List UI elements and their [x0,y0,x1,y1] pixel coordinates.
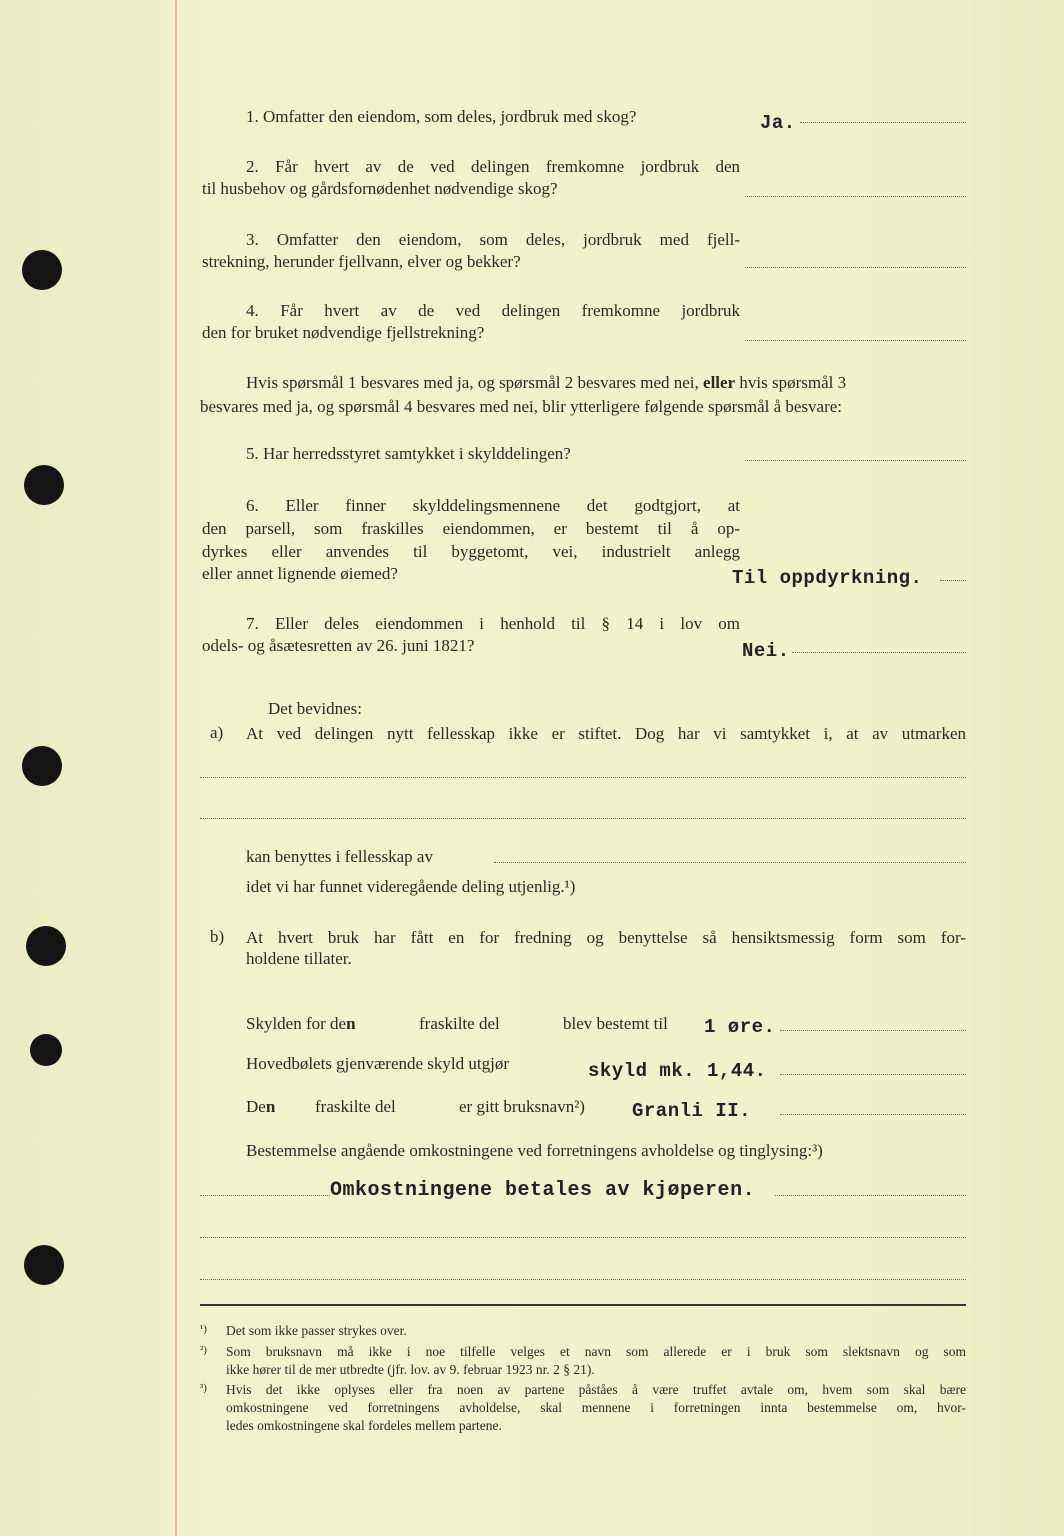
punch-hole [26,926,66,966]
question-4-line: 4. Får hvert av de ved delingen fremkomne jordbruk [246,301,740,320]
skyld-label-part: blev bestemt til [563,1014,668,1033]
question-7-line: 7. Eller deles eiendommen i henhold til § 14 i lov om [246,614,740,633]
question-6 [202,517,740,563]
shared-use-label: kan benyttes i fellesskap av [246,847,433,866]
fill-line [200,818,966,819]
footnote-2 [226,1343,966,1379]
question-7-line: odels- og åsætesretten av 26. juni 1821? [202,636,475,655]
footnote-2-line: Som bruksnavn må ikke i noe tilfelle velges et navn som allerede er i bruk som slektsnavn og som [226,1344,966,1359]
question-7 [246,612,740,635]
skyld-label-part: Skylden for de [246,1014,347,1033]
condition-text-line: besvares med ja, og spørsmål 4 besvares med nei, blir ytterligere følgende spørsmål å besvare: [200,397,843,416]
fill-line [494,862,966,863]
punch-hole [22,746,62,786]
question-3-line: 3. Omfatter den eiendom, som deles, jordbruk med fjell- [246,230,740,249]
skyld-value: 1 øre. [704,1016,776,1038]
footnote-3-line: ledes omkostningene skal fordeles mellem partene. [226,1418,502,1433]
footnote-separator [200,1304,966,1306]
answer-line [745,196,966,197]
hoved-value: skyld mk. 1,44. [588,1060,767,1082]
hoved-label: Hovedbølets gjenværende skyld utgjør [246,1054,509,1073]
answer-line [792,652,966,653]
footnote-1: Det som ikke passer strykes over. [226,1323,407,1338]
footnote-3-line: omkostningene ved forretningens avholdelse, skal mennene i forretningen innta bestemmelse om, hvor- [226,1400,966,1415]
fill-line [780,1030,966,1031]
punch-hole [22,250,62,290]
name-value: Granli II. [632,1100,752,1122]
footnote-2-line: ikke hører til de mer utbredte (jfr. lov. av 9. februar 1923 nr. 2 § 21). [226,1362,595,1377]
name-label-part: fraskilte del [315,1097,396,1116]
question-6 [246,494,740,517]
cost-value: Omkostningene betales av kjøperen. [330,1179,756,1202]
question-4-line: den for bruket nødvendige fjellstrekning? [202,323,485,342]
punch-hole [24,465,64,505]
punch-hole [30,1034,62,1066]
item-b-text [246,926,966,949]
fill-line [780,1074,966,1075]
question-2-line: 2. Får hvert av de ved delingen fremkomne jordbruk den [246,157,740,176]
reason-text: idet vi har funnet videregående deling utjenlig.¹) [246,877,576,896]
condition-text [246,372,846,394]
question-6-line: 6. Eller finner skylddelingsmennene det godtgjort, at [246,496,740,515]
answer-7: Nei. [742,640,790,662]
name-label-part: De [246,1097,266,1116]
question-6-line: dyrkes eller anvendes til byggetomt, vei, industrielt anlegg [202,542,740,561]
condition-text-part: Hvis spørsmål 1 besvares med ja, og spørsmål 2 besvares med nei, [246,373,699,392]
punch-hole [24,1245,64,1285]
answer-line [745,340,966,341]
question-3 [246,228,740,251]
answer-6: Til oppdyrkning. [732,567,923,589]
item-a-line: At ved delingen nytt fellesskap ikke er stiftet. Dog har vi samtykket i, at av utmarken [246,724,966,743]
item-b-label: b) [210,927,225,946]
fill-line [200,1195,330,1196]
fill-line [200,1237,966,1238]
answer-line [745,460,966,461]
certification-heading: Det bevidnes: [268,699,362,718]
answer-line [800,122,966,123]
name-label-part: er gitt bruksnavn²) [459,1097,585,1116]
question-6-line: den parsell, som fraskilles eiendommen, er bestemt til å op- [202,519,740,538]
question-6-line: eller annet lignende øiemed? [202,564,398,583]
answer-line [940,580,966,581]
footnote-3 [226,1381,966,1435]
skyld-label [246,1013,356,1035]
fill-line [780,1114,966,1115]
answer-1: Ja. [760,112,796,134]
handwritten-letter: n [346,1014,356,1033]
item-a-text [246,722,966,745]
answer-line [745,267,966,268]
item-b-line: holdene tillater. [246,949,352,968]
condition-emphasis: eller [703,373,736,392]
fill-line [200,1279,966,1280]
footnote-mark: ²) [200,1344,207,1356]
item-b-line: At hvert bruk har fått en for fredning og benyttelse så hensiktsmessig form som for- [246,928,966,947]
margin-line [175,0,177,1536]
question-4 [246,299,740,322]
condition-text-part: hvis spørsmål 3 [739,373,847,392]
question-1: 1. Omfatter den eiendom, som deles, jordbruk med skog? [246,107,637,126]
name-label [246,1096,275,1118]
question-2-line: til husbehov og gårdsfornødenhet nødvendige skog? [202,179,558,198]
footnote-mark: ¹) [200,1323,207,1335]
fill-line [200,777,966,778]
skyld-label-part: fraskilte del [419,1014,500,1033]
cost-label: Bestemmelse angående omkostningene ved forretningens avholdelse og tinglysing:³) [246,1141,823,1160]
question-2 [246,155,740,178]
item-a-label: a) [210,723,224,742]
question-5: 5. Har herredsstyret samtykket i skylddelingen? [246,444,571,463]
footnote-3-line: Hvis det ikke oplyses eller fra noen av partene påståes å være truffet avtale om, hvem som skal bære [226,1382,966,1397]
question-3-line: strekning, herunder fjellvann, elver og bekker? [202,252,521,271]
fill-line [775,1195,966,1196]
handwritten-letter: n [265,1097,276,1116]
footnote-mark: ³) [200,1382,207,1394]
